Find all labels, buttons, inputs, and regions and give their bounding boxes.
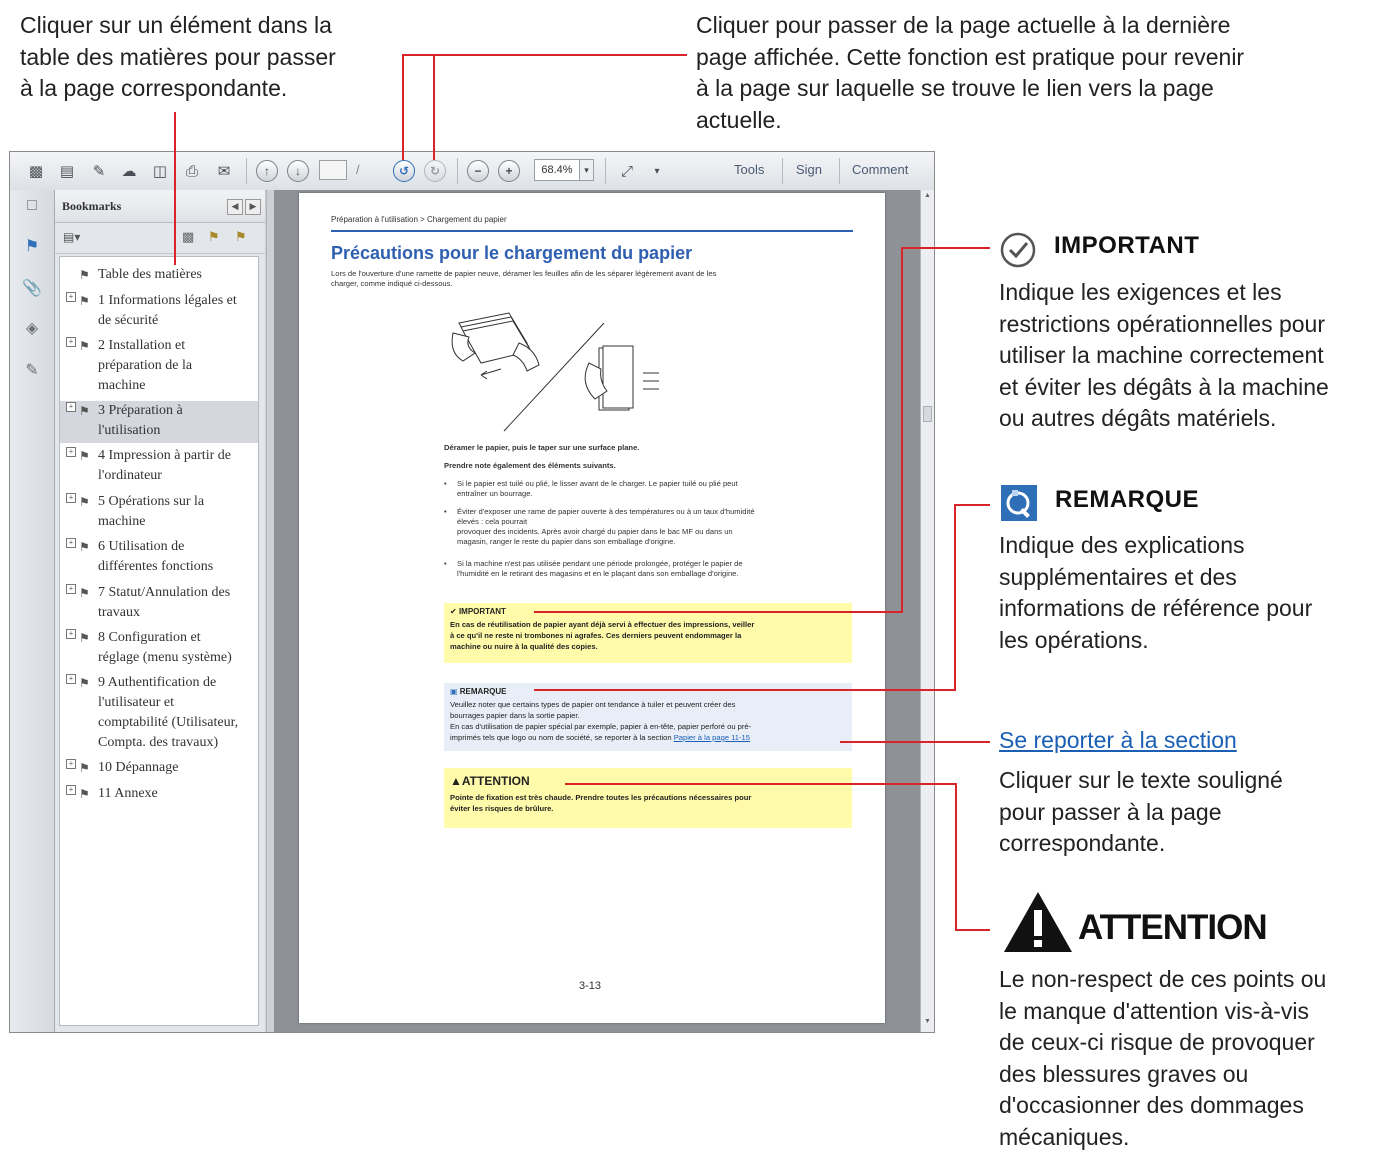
expand-icon[interactable]: +: [66, 629, 76, 639]
previous-page-icon[interactable]: ↑: [256, 160, 278, 182]
save-icon[interactable]: ◫: [152, 163, 168, 180]
expand-icon[interactable]: +: [66, 447, 76, 457]
zoom-level-field[interactable]: 68.4%: [534, 159, 580, 181]
expand-icon[interactable]: +: [66, 785, 76, 795]
collapse-panel-icon[interactable]: ◀: [227, 199, 243, 215]
bookmark-icon: ⚑: [79, 761, 90, 775]
bullet-marker: •: [444, 479, 447, 488]
layers-icon[interactable]: ◈: [25, 320, 39, 337]
expand-icon[interactable]: +: [66, 759, 76, 769]
new-bookmark-icon[interactable]: ⚑: [208, 229, 220, 244]
scroll-down-icon[interactable]: ▼: [924, 1018, 931, 1025]
signatures-icon[interactable]: ✎: [25, 362, 39, 379]
remarque-box-text: Veuillez noter que certains types de papier ont tendance à tuiler et peuvent créer des bourrages papier dans la sortie papier. En cas d'utilisation de papier spécial par exemple, papier à en-tête, papier perforé ou pré- imprimés tels que logo ou nom de société, se reporter à la section Papier à la page 11-15: [450, 700, 752, 742]
bookmark-icon: ⚑: [79, 540, 90, 554]
remarque-box: [444, 683, 852, 751]
section-link[interactable]: Papier à la page 11-15: [673, 733, 751, 742]
edit-document-icon[interactable]: ✎: [92, 163, 106, 180]
bullet-item-2: Éviter d'exposer une rame de papier ouverte à des températures ou à un taux d'humidité élevés : cela pourrait provoquer des incidents. Après avoir chargé du papier dans le bac MF ou dans un magasin, ranger le reste du papier dans son emballage d'origine.: [457, 507, 755, 546]
important-box: [444, 603, 852, 663]
page-thumbnails-icon[interactable]: □: [27, 197, 37, 214]
attachments-icon[interactable]: 📎: [22, 280, 42, 297]
bookmark-icon: ⚑: [79, 586, 90, 600]
bookmark-icon: ⚑: [79, 339, 90, 353]
bookmark-icon: ⚑: [79, 495, 90, 509]
print-icon[interactable]: ⎙: [185, 162, 198, 180]
email-icon[interactable]: ✉: [217, 163, 231, 180]
bookmark-options-icon[interactable]: ▤▾: [63, 230, 81, 244]
next-page-icon[interactable]: ↓: [287, 160, 309, 182]
remarque-box-label: ▣ REMARQUE: [450, 687, 507, 696]
sign-button[interactable]: Sign: [796, 162, 823, 177]
important-box-label: ✔ IMPORTANT: [450, 607, 506, 616]
attention-box: [444, 768, 852, 828]
bookmark-icon: ⚑: [79, 631, 90, 645]
warning-icon: [1002, 890, 1074, 954]
important-small-icon: ✔: [450, 607, 459, 616]
page-separator: /: [356, 162, 360, 177]
cloud-upload-icon[interactable]: ☁: [121, 163, 137, 180]
attention-title: ATTENTION: [1078, 908, 1267, 947]
bookmarks-header: [55, 190, 265, 223]
page-title: Précautions pour le chargement du papier: [331, 243, 693, 263]
expand-icon[interactable]: +: [66, 402, 76, 412]
bookmark-icon: ⚑: [79, 449, 90, 463]
scroll-up-icon[interactable]: ▲: [924, 192, 931, 199]
vertical-scrollbar[interactable]: [920, 190, 935, 1032]
remarque-icon: [1000, 484, 1038, 522]
toolbar: [10, 152, 934, 191]
section-link-example[interactable]: Se reporter à la section: [999, 727, 1237, 753]
bookmarks-title: Bookmarks: [62, 199, 122, 213]
heading-rule: [331, 230, 853, 232]
attention-box-text: Pointe de fixation est très chaude. Prendre toutes les précautions nécessaires pour éviter les risques de brûlure.: [450, 793, 752, 813]
bookmarks-panel: [55, 190, 265, 1032]
remarque-small-icon: ▣: [450, 687, 460, 696]
bookmark-icon: ⚑: [79, 294, 90, 308]
bookmark-icon: ⚑: [79, 404, 90, 418]
zoom-out-icon[interactable]: −: [467, 160, 489, 182]
remarque-title: REMARQUE: [1055, 486, 1200, 513]
bullet-marker: •: [444, 507, 447, 516]
expand-icon[interactable]: +: [66, 538, 76, 548]
zoom-in-icon[interactable]: +: [498, 160, 520, 182]
expand-icon[interactable]: +: [66, 493, 76, 503]
bookmark-item-selected[interactable]: + ⚑ 3 Préparation à l'utilisation: [60, 401, 258, 443]
document-area: [274, 190, 920, 1032]
note-lead: Prendre note également des éléments suivants.: [444, 461, 616, 470]
toc-annotation: Cliquer sur un élément dans la table des matières pour passer à la page correspondante.: [20, 12, 336, 101]
paper-fanning-illustration: [449, 303, 679, 433]
expand-bookmark-icon[interactable]: ⚑: [235, 229, 247, 244]
page-number-input[interactable]: [319, 160, 347, 180]
important-text: Indique les exigences et les restrictions opérationnelles pour utiliser la machine correctement et éviter les dégâts à la machine ou autres dégâts matériels.: [999, 279, 1329, 431]
expand-icon[interactable]: +: [66, 674, 76, 684]
important-icon: [1000, 232, 1036, 268]
bullet-item-1: Si le papier est tuilé ou plié, le lisser avant de le charger. Le papier tuilé ou plié peut entraîner un bourrage.: [457, 479, 738, 498]
zoom-dropdown-icon[interactable]: ▾: [580, 159, 594, 181]
bookmark-icon: ⚑: [79, 787, 90, 801]
fit-dropdown-icon[interactable]: ▾: [654, 165, 660, 177]
navigation-pane-strip: [10, 190, 55, 1032]
bullet-item-3: Si la machine n'est pas utilisée pendant une période prolongée, protéger le papier de l'humidité en le retirant des magasins et en le plaçant dans son emballage d'origine.: [457, 559, 743, 578]
expand-icon[interactable]: +: [66, 292, 76, 302]
expand-icon[interactable]: +: [66, 584, 76, 594]
scroll-thumb[interactable]: [923, 406, 932, 422]
breadcrumb: Préparation à l'utilisation > Chargement du papier: [331, 215, 507, 224]
bookmarks-icon[interactable]: ⚑: [24, 238, 40, 255]
attention-text: Le non-respect de ces points ou le manque d'attention vis-à-vis de ceux-ci risque de provoquer des blessures graves ou d'occasionner des dommages mécaniques.: [999, 966, 1327, 1150]
bookmark-icon: ⚑: [79, 268, 90, 282]
fit-page-icon[interactable]: ⤢: [620, 162, 633, 180]
tools-button[interactable]: Tools: [734, 162, 765, 177]
important-box-text: En cas de réutilisation de papier ayant déjà servi à effectuer des impressions, veiller à ce qu'il ne reste ni trombones ni agrafes. Ces derniers peuvent endommager la machine ou nuire à la qualité des copies.: [450, 620, 755, 651]
expand-panel-icon[interactable]: ▶: [245, 199, 261, 215]
illustration-caption: Déramer le papier, puis le taper sur une surface plane.: [444, 443, 640, 452]
open-file-icon[interactable]: ▤: [59, 163, 75, 180]
link-text: Cliquer sur le texte souligné pour passer à la page correspondante.: [999, 767, 1283, 856]
warning-small-icon: ▲: [450, 774, 462, 788]
create-pdf-icon[interactable]: ▩: [28, 163, 44, 180]
document-page: [299, 193, 885, 1023]
bookmarks-tools: [55, 223, 265, 254]
attention-box-label: ▲ATTENTION: [450, 774, 530, 788]
bookmarks-list: ⚑ Table des matières + ⚑ 1 Informations légales et de sécurité + ⚑ 2 Installation et préparation de la machine + ⚑ 3 Préparation à l'utilisation + ⚑ 4 Impression à partir de l'ordinateur + ⚑ 5 Opérations sur la machine + ⚑ 6 Utilisation de différentes fonctions + ⚑ 7 Statut/Annulation des travaux + ⚑ 8 Configuration et réglage (menu système) + ⚑ 9 Authentification de l'utilisateur et comptabilité (Utilisateur, Compta. des travaux) + ⚑ 10 Dépannage + ⚑ 11 Annexe: [59, 256, 259, 1026]
previous-view-icon[interactable]: ↺: [393, 160, 415, 182]
delete-bookmark-icon[interactable]: ▩: [182, 229, 195, 244]
bookmark-icon: ⚑: [79, 676, 90, 690]
comment-button[interactable]: Comment: [852, 162, 909, 177]
bullet-marker: •: [444, 559, 447, 568]
pdf-viewer-window: [9, 151, 935, 1033]
remarque-text: Indique des explications supplémentaires et des informations de référence pour les opérations.: [999, 532, 1313, 653]
expand-icon[interactable]: +: [66, 337, 76, 347]
intro-text: Lors de l'ouverture d'une ramette de papier neuve, déramer les feuilles afin de les séparer légèrement avant de les charger, comme indiqué ci-dessous.: [331, 269, 717, 288]
important-title: IMPORTANT: [1054, 232, 1200, 259]
page-number: 3-13: [579, 980, 602, 992]
next-view-icon[interactable]: ↻: [424, 160, 446, 182]
back-annotation: Cliquer pour passer de la page actuelle à la dernière page affichée. Cette fonction est pratique pour revenir à la page sur laquelle se trouve le lien vers la page actuelle.: [696, 12, 1245, 133]
